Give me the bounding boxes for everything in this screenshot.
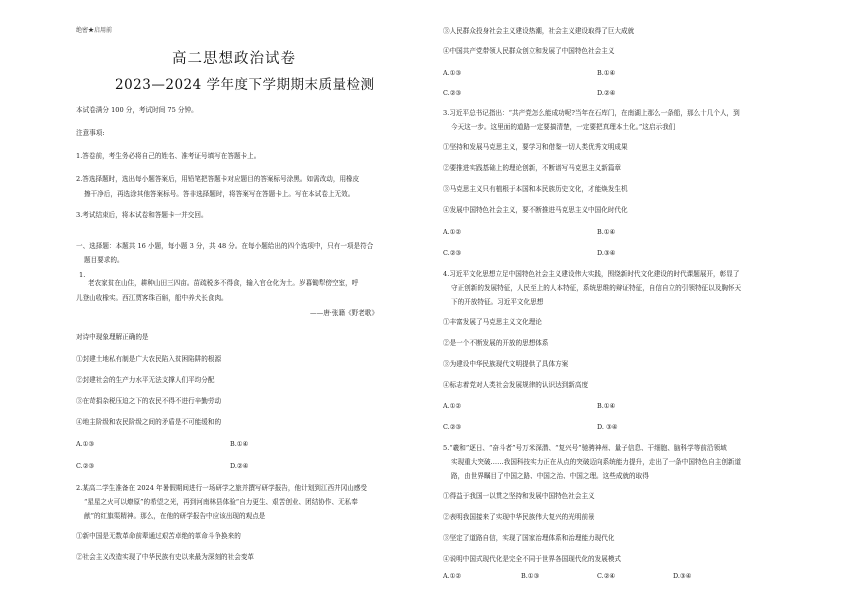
question-1-statement: ②封建社会的生产力水平无法支撑人们平均分配 — [76, 376, 215, 384]
question-4-stem-continued: 守正创新的发展特征，人民至上的人本特征，系统思维的辩证特征，自信自立的引领特征以及胸怀天 — [451, 284, 742, 292]
question-5-option-c[interactable]: C.②④ — [597, 572, 616, 580]
poem-source: ——唐·张籍《野老歌》 — [310, 309, 379, 317]
question-3-option-b[interactable]: B.①④ — [597, 228, 616, 236]
question-5-option-d[interactable]: D.③④ — [673, 572, 692, 580]
confidential-mark: 绝密★启用前 — [76, 27, 113, 34]
notice-item: 1.答卷前，考生务必将自己的姓名、准考证号填写在答题卡上。 — [76, 152, 261, 160]
question-1-statement: ④地主阶级和农民阶级之间的矛盾是不可能缓和的 — [76, 418, 222, 426]
question-5-statement: ④说明中国式现代化是完全不同于世界各国现代化的发展模式 — [443, 555, 622, 563]
question-3-statement: ④发展中国特色社会主义，要不断推进马克思主义中国化时代化 — [443, 206, 628, 214]
question-1-number: 1. — [79, 271, 86, 279]
question-3-statement: ③马克思主义只有植根于本国和本民族历史文化，才能焕发生机 — [443, 185, 628, 193]
question-4-option-a[interactable]: A.①② — [443, 402, 462, 410]
question-2-option-d[interactable]: D.②④ — [597, 89, 616, 97]
section-instructions: 一、选择题：本题共 16 小题，每小题 3 分，共 48 分。在每小题给出的四个选项中，只有一项是符合 — [76, 242, 374, 250]
question-2-statement: ①新中国是无数革命前辈通过艰苦卓绝的革命斗争换来的 — [76, 532, 241, 540]
question-5-option-b[interactable]: B.①③ — [521, 572, 540, 580]
question-4-option-d[interactable]: D. ③④ — [597, 423, 618, 431]
exam-title: 高二思想政治试卷 — [172, 51, 296, 67]
question-1-option-a[interactable]: A.①③ — [76, 440, 95, 448]
question-3-option-c[interactable]: C.②③ — [443, 249, 462, 257]
question-2-statement: ④中国共产党带领人民群众创立和发展了中国特色社会主义 — [443, 47, 615, 55]
question-1-stem: 对诗中现象理解正确的是 — [76, 333, 149, 341]
question-5-stem-continued: 路，由世界瞩目了中国之路、中国之治、中国之理。这些成就的取得 — [451, 472, 649, 480]
question-3-statement: ②要推进实践基础上的理论创新，不断谱写马克思主义新篇章 — [443, 164, 622, 172]
question-2-stem-continued: 献”的红旗渠精神。那么，在他的研学报告中应该出现的观点是 — [84, 512, 266, 520]
notice-item-continued: 擦干净后，再选涂其他答案标号。答非选择题时，将答案写在答题卡上。写在本试卷上无效。 — [84, 190, 355, 198]
notice-item: 3.考试结束后，将本试卷和答题卡一并交回。 — [76, 211, 208, 219]
question-4-stem: 4.习近平文化思想立足中国特色社会主义建设伟大实践，围绕新时代文化建设的时代课题展开，彰显了 — [443, 270, 740, 278]
question-2-stem-continued: “星星之火可以燎原”的希望之光，再到河南林县体验“自力更生、艰苦创业、团结协作、无私奉 — [84, 498, 358, 506]
notice-item: 2.答选择题时，选出每小题答案后，用铅笔把答题卡对应题目的答案标号涂黑。如需改动，用橡皮 — [76, 175, 360, 183]
question-5-stem-continued: 实现重大突破……我国科技实力正在从点的突破迈向系统能力提升，走出了一条中国特色自主创新道 — [451, 458, 742, 466]
question-3-stem-continued: 今天这一步。这里面的道路一定要搞清楚，一定要把真理本土化。”这启示我们 — [451, 123, 676, 131]
question-5-statement: ③坚定了道路自信，实现了国家治理体系和治理能力现代化 — [443, 534, 615, 542]
exam-meta: 本试卷满分 100 分，考试时间 75 分钟。 — [76, 106, 198, 114]
question-4-statement: ②是一个不断发展的开放的思想体系 — [443, 339, 549, 347]
question-2-statement: ②社会主义改造实现了中华民族有史以来最为深刻的社会变革 — [76, 553, 255, 561]
question-5-statement: ①得益于我国一以贯之坚持和发展中国特色社会主义 — [443, 492, 595, 500]
question-3-statement: ①坚持和发展马克思主义，要学习和借鉴一切人类优秀文明成果 — [443, 143, 628, 151]
question-2-statement: ③人民群众投身社会主义建设热潮，社会主义建设取得了巨大成就 — [443, 27, 635, 35]
question-5-option-a[interactable]: A.①② — [443, 572, 462, 580]
question-1-option-d[interactable]: D.②④ — [230, 462, 249, 470]
question-3-option-d[interactable]: D.③④ — [597, 249, 616, 257]
question-4-statement: ①丰富发展了马克思主义文化理论 — [443, 318, 542, 326]
question-4-option-b[interactable]: B.①④ — [597, 402, 616, 410]
question-2-option-a[interactable]: A.①③ — [443, 69, 462, 77]
question-2-option-c[interactable]: C.②③ — [443, 89, 462, 97]
poem-line: 老农家贫在山住，耕种山田三四亩。苗疏税多不得食，输入官仓化为土。岁暮锄犁傍空室，呼 — [88, 279, 359, 287]
question-1-option-c[interactable]: C.②③ — [76, 462, 95, 470]
question-2-option-b[interactable]: B.①④ — [597, 69, 616, 77]
question-4-statement: ④标志着党对人类社会发展规律的认识达到新高度 — [443, 381, 589, 389]
question-3-option-a[interactable]: A.①② — [443, 228, 462, 236]
question-1-option-b[interactable]: B.①④ — [230, 440, 249, 448]
question-4-option-c[interactable]: C.②③ — [443, 423, 462, 431]
question-4-stem-continued: 下的开放特征。习近平文化思想 — [451, 298, 544, 306]
poem-line: 儿登山收橡实。西江贾客珠百斛，船中养犬长食肉。 — [76, 294, 228, 302]
question-4-statement: ③为建设中华民族现代文明提供了具体方案 — [443, 360, 569, 368]
question-1-statement: ①封建土地私有制是广大农民陷入贫困陷阱的根源 — [76, 355, 222, 363]
question-2-stem: 2.某高二学生准备在 2024 年暑假期间进行一场研学之旅并撰写研学报告，他计划到江西井冈山感受 — [76, 484, 368, 492]
question-5-stem: 5.“羲和”逐日、“奋斗者”号万米深潜、“复兴号”驰骋神州、量子信息、干细胞、脑科学等前沿领域 — [443, 444, 727, 452]
question-5-statement: ②表明我国接来了实现中华民族伟大复兴的光明前景 — [443, 513, 595, 521]
question-3-stem: 3.习近平总书记指出：“共产党怎么能成功呢?当年在石库门，在南湖上那么一条船，那么十几个人，到 — [443, 109, 740, 117]
section-instructions-continued: 题目要求的。 — [84, 256, 124, 264]
exam-subtitle: 2023—2024 学年度下学期期末质量检测 — [115, 77, 375, 93]
notice-heading: 注意事项: — [76, 129, 105, 137]
question-1-statement: ③在苛捐杂税压迫之下的农民不得不进行辛勤劳动 — [76, 397, 222, 405]
